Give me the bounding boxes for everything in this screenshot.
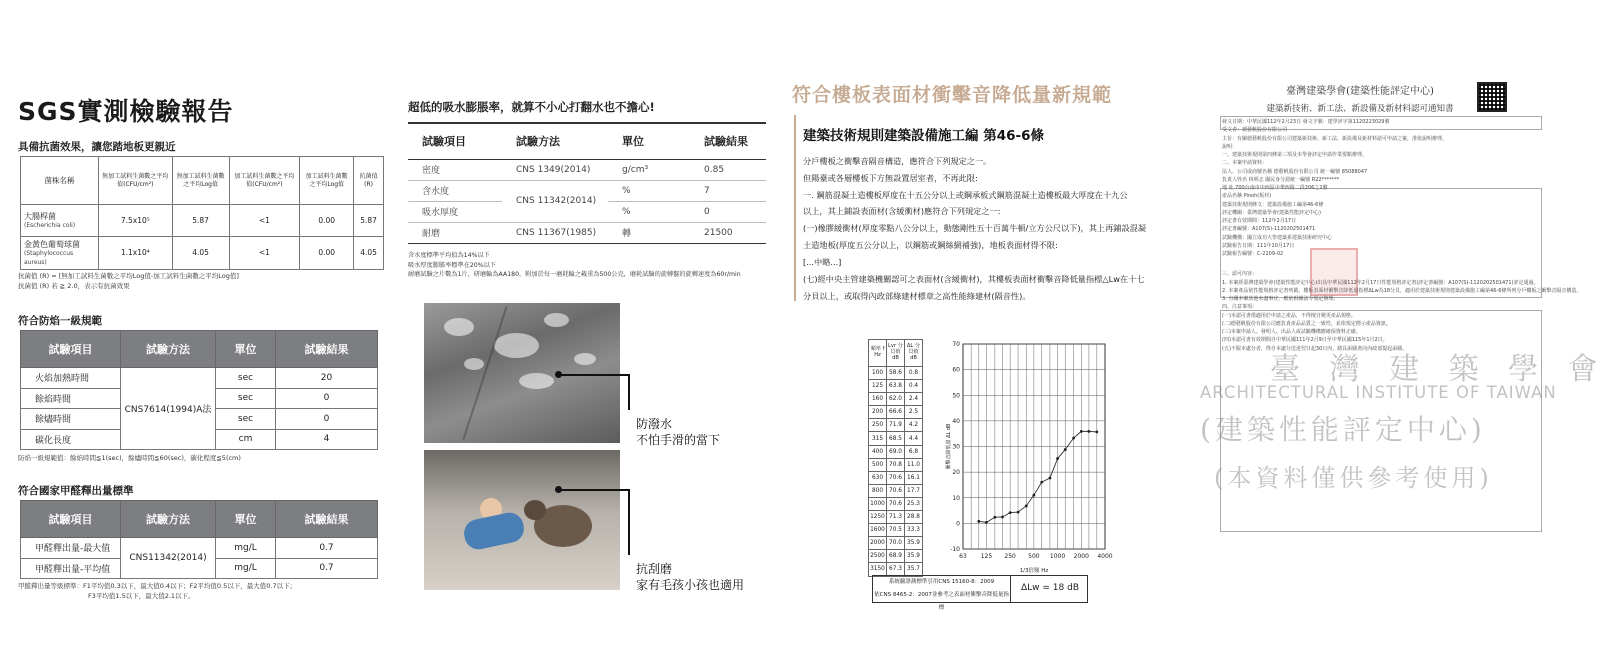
table-row [21,237,384,270]
note-line: 耐磨試驗之片數為1片，研磨輪為AA180，附加於每一磨耗輪之載重為500公克，磨耗試驗的旋轉盤的旋轉速度為60r/min [408,271,741,279]
y-tick-label: -10 [950,546,960,553]
footer-standard [873,576,1011,611]
data-point [977,520,980,523]
table-cell: 0.00 [300,237,354,270]
header-cell: 試驗方法 [502,123,608,159]
data-point [1088,430,1091,433]
y-tick-label: 40 [952,417,960,425]
document-line: 說明： [1222,143,1238,150]
header-cell: 試驗方法 [121,501,216,538]
y-tick-label: 60 [952,366,960,374]
header-cell: 菌株名稱 [21,157,99,205]
table-cell: 吸水厚度 [408,201,502,222]
antibacterial-notes [18,271,239,291]
table-cell: 餘焰時間 [21,388,121,409]
table-cell: 0.7 [276,558,378,579]
table-cell: 甲醛釋出量-平均值 [21,558,121,579]
x-axis-label: 1/3倍頻 Hz [1019,568,1049,574]
document-subtitle: 建築新技術、新工法、新設備及新材料認可通知書 [1266,104,1454,114]
table-cell: 5.87 [354,205,384,237]
callout-line [628,489,630,555]
table-row [869,497,923,510]
formaldehyde-table [20,500,378,579]
table-row [869,380,923,393]
table-cell: 耐磨 [408,222,502,243]
table-cell: 0 [690,201,766,222]
table-cell: 1000 [869,497,887,510]
data-point [1056,457,1059,460]
header-cell: 抗菌值 (R) [354,157,384,205]
callout-scratch-resistant [636,561,744,593]
document-line: 試驗報告編號：C-2209-02 [1222,251,1284,257]
table-row [869,419,923,432]
table-cell: 1250 [869,511,887,524]
table-cell: 69.0 [887,445,905,458]
data-point [1032,494,1035,497]
y-tick-label: 50 [952,392,960,400]
sound-data-table [868,339,923,577]
document-line: 2. 本案產品依性能規格評定書列載，樓板表面材衝擊音降低量指標ΔLw為18分貝，適用於建築技術規則建築設備施工編第46-6條所列分戶樓板之衝擊音隔音構造。 [1222,287,1582,294]
header-cell: 試驗結果 [276,501,378,538]
document-line: 一、建築技術規則第四條第三項及本學會評定申請作業要點辦理。 [1222,152,1368,158]
x-tick-label: 125 [980,553,993,560]
paragraph: (七)經中央主管建築機關認可之表面材(含緩衝材)，其樓板表面材衝擊音降低量指標△Lw在十七 [803,273,1145,284]
table-cell: 0.4 [905,380,923,393]
table-cell: g/cm³ [608,159,690,180]
table-cell: 63.8 [887,380,905,393]
fire-heading: 符合防焰一級規範 [18,315,102,327]
regulation-body [803,153,1158,304]
x-tick-label: 500 [1028,553,1040,560]
callout-waterproof [636,416,720,448]
table-cell: 4.4 [905,432,923,445]
document-line: 試驗機構：國立成功大學建築系建築技術研究中心 [1222,234,1333,241]
table-cell: 4.05 [354,237,384,270]
table-cell: 71.3 [887,511,905,524]
paragraph: 分貝以上，或取得內政部綠建材標章之高性能綠建材(隔音性)。 [803,290,1031,301]
table-cell: 0 [276,388,378,409]
table-cell: 70.6 [887,471,905,484]
table-cell: 3150 [869,563,887,576]
data-point [1080,430,1083,433]
header-cell: 頻率 f Hz [869,340,887,367]
certification-panel [1200,0,1608,667]
callout-line-1: 防潑水 [636,417,673,431]
panel-title: 超低的吸水膨脹率，就算不小心打翻水也不擔心! [408,100,655,114]
table-row [869,432,923,445]
table-cell: 2500 [869,550,887,563]
table-cell: 62.0 [887,393,905,406]
data-point [1025,505,1028,508]
table-cell: 0.8 [905,367,923,380]
document-line: (五)不服本處分者，得自本處分送達翌日起30日內，繕具訴願書向內政部提起訴願。 [1222,345,1408,352]
table-cell: mg/L [216,558,276,579]
data-point [1064,448,1067,451]
header-cell: 無加工試料生菌數之平均值(CFU/cm²) [99,157,173,205]
note-line: 抗菌值 (R) 若 ≧ 2.0，表示有抗菌效果 [18,282,130,291]
paragraph: [...中略...] [803,256,842,267]
x-tick-label: 2000 [1073,553,1089,560]
document-line: 主旨：有關德藝帆股份有限公司建築新技術、新工法、新設備及新材料認可申請之案，准依說明辦理。 [1222,135,1448,142]
table-cell: 70.6 [887,497,905,510]
table-cell: % [608,201,690,222]
table-cell: 4.05 [172,237,229,270]
panel-title: SGS實測檢驗報告 [18,97,234,126]
callout-line-2: 不怕手滑的當下 [636,433,721,448]
paragraph: (一)橡膠緩衝材(厚度零點八公分以上，動態剛性五十百萬牛頓/立方公尺以下)，其上再鋪設混凝 [803,223,1147,234]
document-line: 受文者：德藝帆股份有限公司 [1222,127,1288,134]
table-cell: sec [216,388,276,409]
table-cell: 餘燼時間 [21,409,121,430]
data-point [1009,511,1012,514]
watermark-reference: (本資料僅供參考使用) [1214,464,1493,492]
table-row [408,180,766,201]
impact-sound-panel [788,0,1168,667]
header-cell: 試驗方法 [121,331,216,368]
table-header-row [21,331,378,368]
table-row [408,222,766,243]
y-axis-label: 衝擊音降低量 ΔL dB [946,423,952,470]
callout-line-2: 家有毛孩小孩也適用 [636,578,745,593]
water-test-table [408,122,766,244]
table-cell: 7.5x10⁵ [99,205,173,237]
strain-name: 大腸桿菌 [24,211,56,221]
sound-chart-svg [943,338,1118,578]
document-header [1210,82,1510,114]
table-cell: 4.2 [905,419,923,432]
data-point [993,516,996,519]
table-cell: 66.6 [887,406,905,419]
header-cell: ΔL 分貝值 dB [905,340,923,367]
table-cell: 5.87 [172,205,229,237]
wet-floor-photo [424,303,620,443]
water-resistance-panel [406,0,768,667]
antibacterial-heading: 具備抗菌效果，讓您踏地板更親近 [18,141,176,153]
table-row [21,538,378,559]
table-cell: 630 [869,471,887,484]
document-line: 試驗報告日期：111年10月17日 [1222,242,1295,249]
table-cell: 200 [869,406,887,419]
antibacterial-table [20,156,384,270]
panel-title: 符合樓板表面材衝擊音降低量新規範 [792,84,1113,106]
table-header-row [869,340,923,367]
table-cell: 160 [869,393,887,406]
table-cell: 2.5 [905,406,923,419]
note-line: 含水度標準平均值為14%以下 [408,252,490,259]
watermark-english: ARCHITECTURAL INSTITUTE OF TAIWAN [1200,383,1557,402]
document-line: (二)德藝帆股份有限公司應負責產品品質之一致性，並依規定標示產品資訊。 [1222,320,1391,327]
table-cell: <1 [229,205,300,237]
table-cell: 1.1x10⁴ [99,237,173,270]
table-cell: sec [216,409,276,430]
document-line: 產品名稱 Pinoh(板材) [1222,193,1272,200]
data-point [1049,477,1052,480]
table-row [869,524,923,537]
table-cell: 315 [869,432,887,445]
table-row [869,393,923,406]
table-row [869,445,923,458]
document-line: 發文日期：中華民國112年2月23日 發文字號：建學評字第1120223029號 [1222,119,1390,125]
strain-latin: (Staphylococcus aureus) [24,250,74,266]
table-cell: mg/L [216,538,276,559]
table-row [869,458,923,471]
data-point [1072,437,1075,440]
data-point [1017,511,1020,514]
table-cell: cm [216,429,276,450]
water-notes [408,251,741,280]
table-cell: 7 [690,180,766,201]
table-cell: 11.0 [905,458,923,471]
strain-name: 金黃色葡萄球菌 [24,240,80,249]
y-tick-label: 10 [952,494,960,502]
x-tick-label: 1000 [1049,553,1066,560]
table-cell: 71.9 [887,419,905,432]
y-tick-label: 20 [952,469,960,477]
table-cell: 125 [869,380,887,393]
table-header-row [21,501,378,538]
table-cell: 含水度 [408,180,502,201]
watermark-logo: 臺 灣 建 築 學 會 [1270,352,1608,387]
table-cell: 火焰加熱時間 [21,368,121,389]
strain-name-cell [21,237,99,270]
baby-cat-photo [424,450,620,590]
qr-code-icon [1477,82,1507,112]
table-row [869,484,923,497]
table-header-row [408,123,766,159]
document-line: 負責人姓名 林明志 國民身分證統一編號 R22******* [1222,176,1340,183]
table-cell: 20 [276,368,378,389]
table-cell: 35.9 [905,550,923,563]
table-cell: 68.5 [887,432,905,445]
header-cell: 試驗項目 [21,331,121,368]
table-row [869,550,923,563]
table-row [869,367,923,380]
header-cell: 試驗結果 [276,331,378,368]
document-line: 四、注意事項： [1222,304,1258,311]
callout-line [559,374,629,376]
document-line: (一)本認可書僅適用於申請之產品，不得擅自變更產品規格。 [1222,312,1356,319]
header-cell: 單位 [216,501,276,538]
table-cell: 17.7 [905,484,923,497]
table-cell: 35.7 [905,563,923,576]
y-tick-label: 30 [952,443,960,451]
paragraph: 以上，其上鋪設表面材(含緩衝材)應符合下列規定之一: [803,206,1001,217]
table-cell: 33.3 [905,524,923,537]
strain-latin: (Escherichia coli) [24,221,76,229]
table-cell: 0.7 [276,538,378,559]
table-header-row [21,157,384,205]
table-row [21,368,378,389]
document-line: (四)本認可書有效期間自中華民國111年2月9日至中華民國115年1月2日。 [1222,337,1388,344]
document-line: 三、認可內容： [1222,271,1258,278]
note-line: 抗菌值 (R) = [無加工試料生菌數之平均Log值-加工試料生菌數之平均Log值] [18,272,239,280]
paragraph: 但陽臺或各層樓板下方無設置居室者，不再此限: [803,172,978,183]
paragraph: 分戶樓板之衝擊音隔音構造，應符合下列規定之一。 [803,156,992,166]
table-cell: 0.85 [690,159,766,180]
table-cell: CNS 11367(1985) [502,222,608,243]
y-tick-label: 70 [952,341,960,348]
strain-name-cell [21,205,99,237]
table-cell: 67.3 [887,563,905,576]
table-cell: 碳化長度 [21,429,121,450]
paragraph: 土造地板(厚度五公分以上，以鋼筋或鋼絲網補強)，地板表面材得不限: [803,240,1058,251]
method-cell: CNS 11342(2014) [502,180,608,222]
footer-line: 系統驗證測標準引用CNS 15160-8：2009 [888,579,995,585]
header-cell: 單位 [216,331,276,368]
table-row [408,159,766,180]
table-cell: 400 [869,445,887,458]
table-row [869,511,923,524]
table-cell: 70.6 [887,484,905,497]
table-cell: <1 [229,237,300,270]
document-line: 法人、公司或商號名稱 德藝帆股份有限公司 統一編號 85088047 [1222,168,1368,175]
header-cell: 無加工試料生菌數之平均Log值 [172,157,229,205]
table-row [869,537,923,550]
callout-line [628,374,630,410]
regulation-subtitle: 建築技術規則建築設備施工編 第46-6條 [803,128,1044,144]
document-line: 地 址 700台南市中西區中華西路二段206之2號 [1222,185,1328,191]
callout-line [559,489,629,491]
header-cell: 加工試料生菌數之平均值(CFU/cm²) [229,157,300,205]
document-line: 二、本案申請資料： [1222,160,1268,167]
table-cell: 1600 [869,524,887,537]
table-cell: 甲醛釋出量-最大值 [21,538,121,559]
header-cell: 試驗結果 [690,123,766,159]
series-line-delta-l [979,431,1097,522]
document-line: (三)本案申請人、發明人、出品人或試驗機構應確保資料正確。 [1222,329,1361,335]
data-point [1040,481,1043,484]
table-cell: 250 [869,419,887,432]
accent-bar [794,115,796,301]
table-cell: 68.9 [887,550,905,563]
data-point [1095,430,1098,433]
document-line: 評定機關：臺灣建築學會(建築性能評定中心) [1222,209,1321,216]
paragraph: 一. 鋼筋混凝土造樓板厚度在十五公分以上或鋼承板式鋼筋混凝土造樓板最大厚度在十九公 [803,189,1128,200]
y-tick-label: 0 [956,520,960,528]
footer-line: 依CNS 8465-2：2007並參考之表面材衝擊音降低量指標 [874,592,1009,611]
document-line: 建築技術規則條文：建築設備施工編第46-6條 [1222,201,1324,208]
method-cell: CNS11342(2014) [121,538,216,579]
table-row [869,471,923,484]
data-point [985,521,988,524]
callout-line-1: 抗刮磨 [636,562,673,576]
table-cell: 0 [276,409,378,430]
x-tick-label: 250 [1004,553,1016,560]
table-cell: 35.9 [905,537,923,550]
note-line: 吸水厚度膨脹率標準在20%以下 [408,261,497,269]
table-cell: sec [216,368,276,389]
table-cell: 28.8 [905,511,923,524]
table-cell: 25.3 [905,497,923,510]
table-cell: % [608,180,690,201]
sgs-report-panel [18,0,388,667]
formaldehyde-notes [18,581,296,601]
sound-chart [943,338,1118,578]
document-body [1222,118,1582,353]
header-cell: 試驗項目 [21,501,121,538]
x-tick-label: 63 [959,553,967,560]
header-cell: Lvr 分貝值 dB [887,340,905,367]
table-cell: 0.00 [300,205,354,237]
table-cell: 21500 [690,222,766,243]
table-cell: 2.4 [905,393,923,406]
table-row [21,205,384,237]
method-cell: CNS7614(1994)A法 [121,368,216,450]
fire-note: 防焰一級規範值：餘焰時間≦1(sec)，餘燼時間≦60(sec)，碳化程度≦5(cm) [18,454,241,462]
x-tick-label: 4000 [1097,553,1113,560]
table-cell: 2000 [869,537,887,550]
table-cell: 密度 [408,159,502,180]
document-line: 1. 本案經臺灣建築學會(建築性能評定中心)出具中華民國112年2月17日性能規格評定書(評定書編號：A107(S)-1120202501471)評定通過。 [1222,279,1539,286]
data-point [1001,516,1004,519]
document-line: 3. 有關本案其他未盡事宜，應依相關法令規定辦理。 [1222,296,1339,302]
chart-footer [872,575,1088,611]
note-line: F3平均值1.5以下，最大值2.1以下。 [88,592,195,601]
table-row [869,406,923,419]
document-line: 評定書編號：A107(S)-1120202501471 [1222,226,1316,233]
table-cell: 100 [869,367,887,380]
delta-lw-value: ΔLw = 18 dB [1021,583,1079,593]
table-cell: 500 [869,458,887,471]
table-cell: 800 [869,484,887,497]
document-line: 評定書有效期間：112年2月17日 [1222,218,1297,224]
note-line: 甲醛釋出量等級標準：F1平均值0.3以下，最大值0.4以下；F2平均值0.5以下，最大值0.7以下； [18,582,297,590]
table-cell: 轉 [608,222,690,243]
header-cell: 單位 [608,123,690,159]
table-cell: 6.8 [905,445,923,458]
header-cell: 加工試料生菌數之平均Log值 [300,157,354,205]
fire-table [20,330,378,450]
table-cell: CNS 1349(2014) [502,159,608,180]
table-cell: 58.6 [887,367,905,380]
watermark-center: (建築性能評定中心) [1200,413,1486,446]
table-cell: 4 [276,429,378,450]
document-title: 臺灣建築學會(建築性能評定中心) [1286,86,1434,97]
header-cell: 試驗項目 [408,123,502,159]
table-cell: 70.8 [887,458,905,471]
formaldehyde-heading: 符合國家甲醛釋出量標準 [18,485,134,497]
table-cell: 16.1 [905,471,923,484]
table-cell: 70.5 [887,524,905,537]
table-cell: 70.0 [887,537,905,550]
